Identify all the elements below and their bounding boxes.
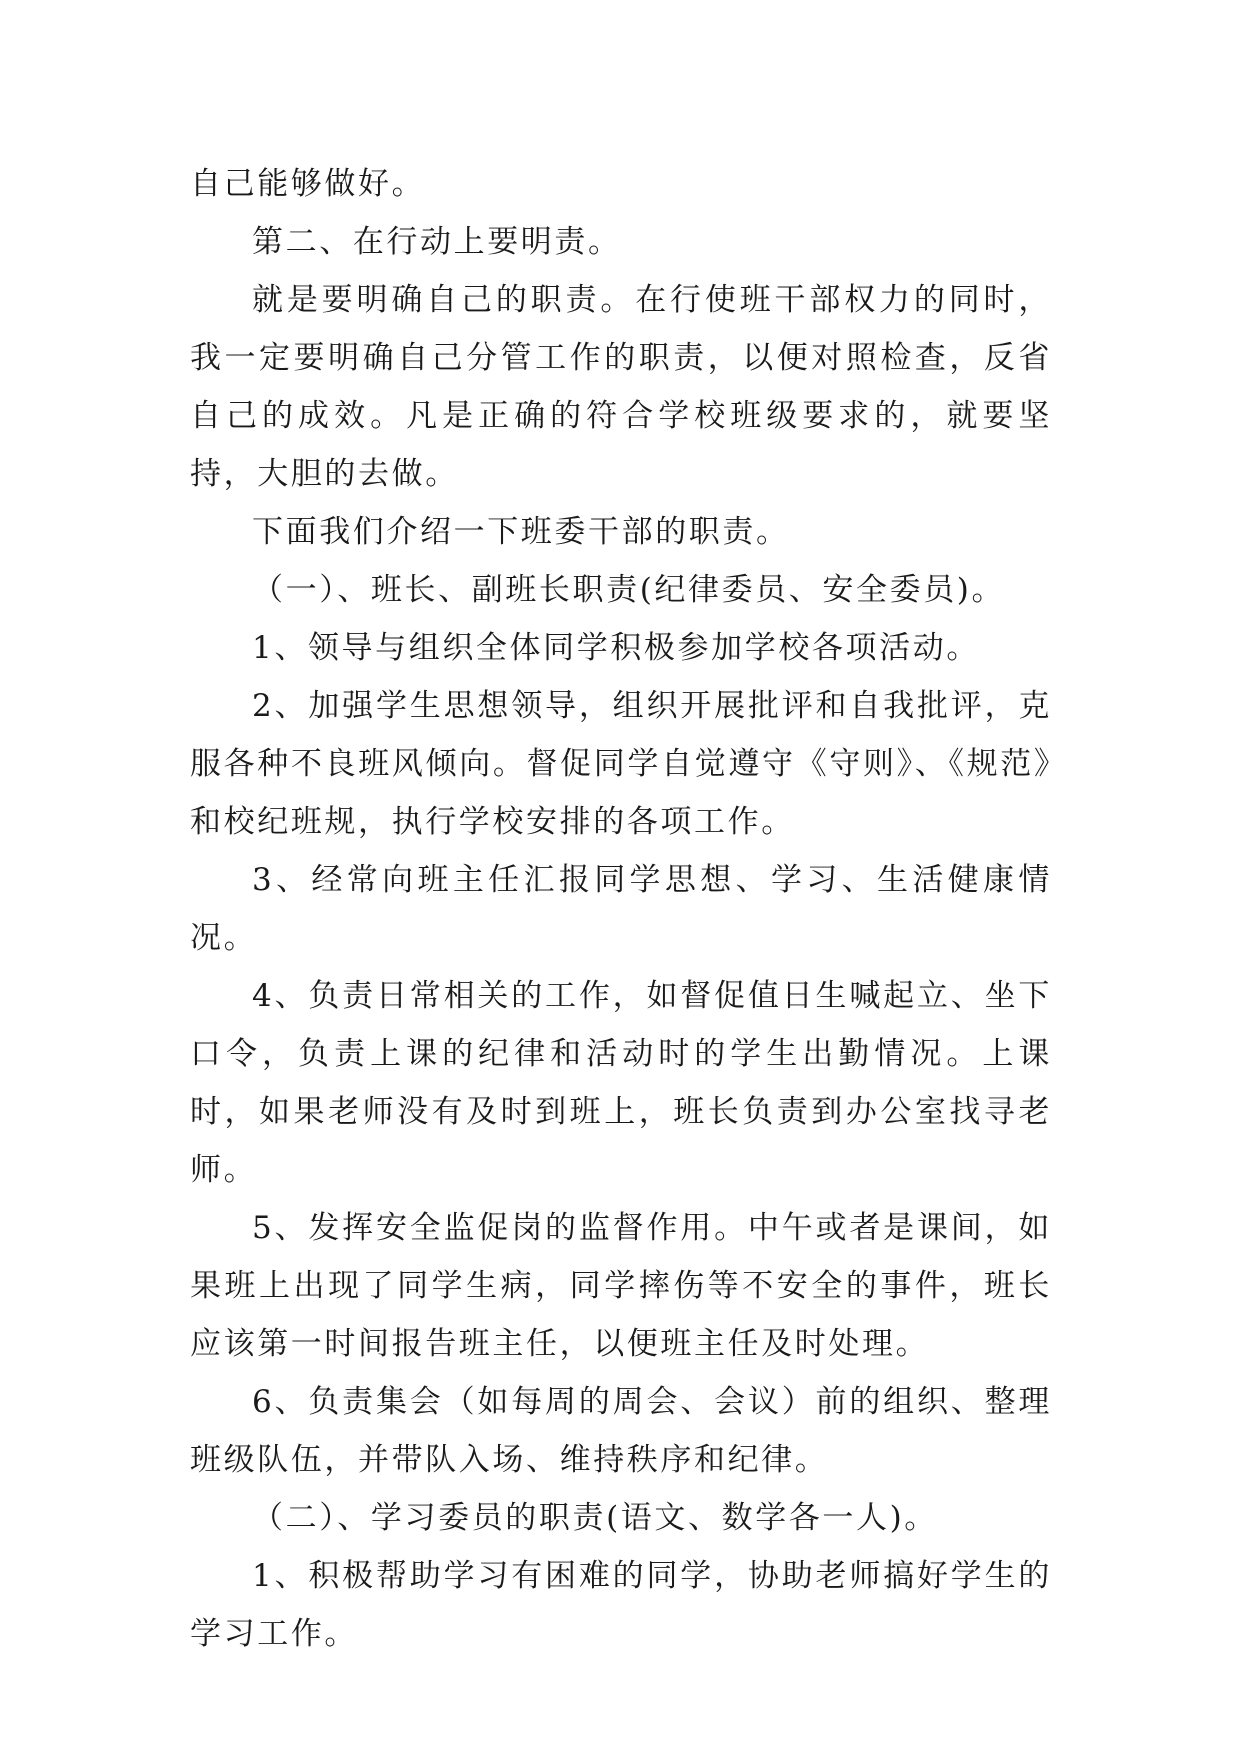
paragraph-2: 第二、在行动上要明责。 xyxy=(252,224,622,260)
list-item-2: 2、加强学生思想领导，组织开展批评和自我批评，克服各种不良班风倾向。督促同学自觉遵守《守则》、《规范》和校纪班规，执行学校安排的各项工作。 xyxy=(190,688,1052,840)
paragraph-3: 就是要明确自己的职责。在行使班干部权力的同时，我一定要明确自己分管工作的职责，以便对照检查，反省自己的成效。凡是正确的符合学校班级要求的，就要坚持，大胆的去做。 xyxy=(190,282,1052,492)
paragraph-4: 下面我们介绍一下班委干部的职责。 xyxy=(252,514,790,550)
list-item-5: 5、发挥安全监促岗的监督作用。中午或者是课间，如果班上出现了同学生病，同学摔伤等不安全的事件，班长应该第一时间报告班主任，以便班主任及时处理。 xyxy=(190,1210,1052,1362)
list-item-6: 6、负责集会（如每周的周会、会议）前的组织、整理班级队伍，并带队入场、维持秩序和纪律。 xyxy=(190,1384,1052,1478)
section-heading-2: （二）、学习委员的职责(语文、数学各一人)。 xyxy=(252,1500,938,1536)
document-body xyxy=(190,155,1052,1663)
list-item-4: 4、负责日常相关的工作，如督促值日生喊起立、坐下口令，负责上课的纪律和活动时的学生出勤情况。上课时，如果老师没有及时到班上，班长负责到办公室找寻老师。 xyxy=(190,978,1052,1188)
list-item-3: 3、经常向班主任汇报同学思想、学习、生活健康情况。 xyxy=(190,862,1052,956)
list-item-7: 1、积极帮助学习有困难的同学，协助老师搞好学生的学习工作。 xyxy=(190,1558,1052,1652)
list-item-1: 1、领导与组织全体同学积极参加学校各项活动。 xyxy=(252,630,980,666)
paragraph-1: 自己能够做好。 xyxy=(190,166,426,202)
section-heading-1: （一）、班长、副班长职责(纪律委员、安全委员)。 xyxy=(252,572,1006,608)
